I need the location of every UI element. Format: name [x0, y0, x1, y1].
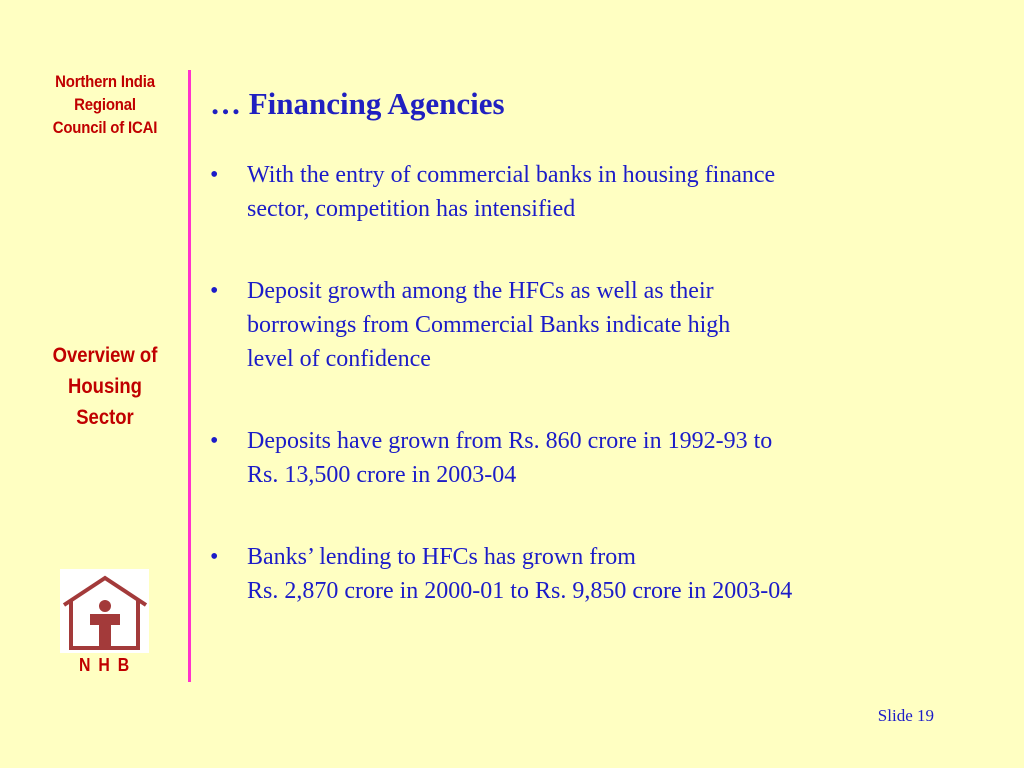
bullet-dot: • — [210, 428, 219, 454]
bullet-text: With the entry of commercial banks in housing finance sector, competition has intensified — [247, 162, 776, 222]
section-name: Overview of Housing Sector — [52, 344, 158, 429]
bullet-text: Deposit growth among the HFCs as well as their borrowings from Commercial Banks indicate high level of confidence — [247, 278, 731, 372]
bullet-text: Banks’ lending to HFCs has grown from Rs. 2,870 crore in 2000-01 to Rs. 9,850 crore in 2003-04 — [247, 544, 793, 604]
vertical-divider — [188, 70, 191, 682]
bullet-list — [210, 158, 970, 656]
bullet-item — [210, 274, 970, 376]
bullet-dot: • — [210, 278, 219, 304]
bullet-item — [210, 424, 970, 492]
slide-number: Slide 19 — [877, 706, 934, 725]
slide-title: … Financing Agencies — [210, 86, 505, 121]
bullet-text: Deposits have grown from Rs. 860 crore in 1992-93 to Rs. 13,500 crore in 2003-04 — [247, 428, 773, 488]
bullet-dot: • — [210, 162, 219, 188]
logo-caption: N H B — [79, 655, 131, 675]
bullet-item — [210, 540, 970, 608]
nhb-house-logo-icon — [60, 569, 149, 653]
org-name: Northern India Regional Council of ICAI — [52, 72, 158, 137]
bullet-dot: • — [210, 544, 219, 570]
bullet-item — [210, 158, 970, 226]
